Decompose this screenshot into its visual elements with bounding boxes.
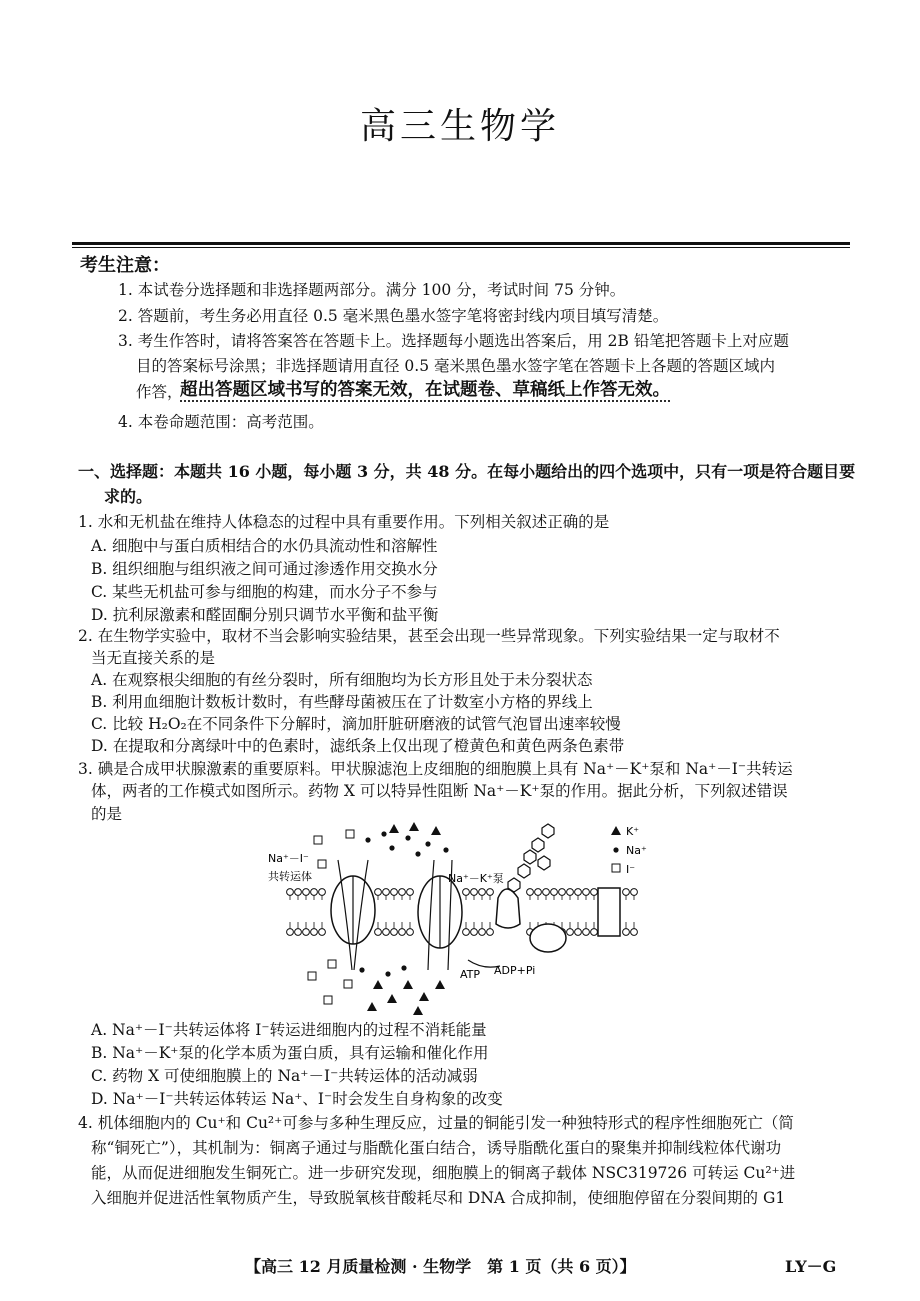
figure-legend — [611, 825, 647, 876]
label-adp: ADP+Pi — [494, 964, 536, 977]
lipid-head — [463, 889, 470, 896]
lipid-head — [591, 889, 598, 896]
lipid-head — [631, 889, 638, 896]
q3-stem-end: 的是 — [91, 805, 123, 823]
q4-line-4: 入细胞并促进活性氧物质产生，导致脱氧核苷酸耗尽和 DNA 合成抑制，使细胞停留在分裂间期的 G1 — [91, 1189, 786, 1207]
q1-option-b: B. 组织细胞与组织液之间可通过渗透作用交换水分 — [91, 560, 438, 578]
label-cotransporter: Na⁺－I⁻ — [268, 852, 309, 865]
peripheral-protein — [530, 924, 566, 952]
lipid-head — [551, 889, 558, 896]
lipid-head — [399, 929, 406, 936]
header-rule-thick — [72, 242, 850, 245]
channel-protein — [598, 888, 620, 936]
lipid-head — [527, 889, 534, 896]
lipid-head — [471, 929, 478, 936]
lipid-head — [383, 929, 390, 936]
lipid-head — [391, 889, 398, 896]
notice-item-1: 1. 本试卷分选择题和非选择题两部分。满分 100 分，考试时间 75 分钟。 — [118, 281, 626, 299]
section-heading: 一、选择题：本题共 16 小题，每小题 3 分，共 48 分。在每小题给出的四个选项中，只有一项是符合题目要 — [78, 462, 856, 481]
lipid-head — [567, 889, 574, 896]
lipid-head — [407, 929, 414, 936]
q3-option-d: D. Na⁺－I⁻共转运体转运 Na⁺、I⁻时会发生自身构象的改变 — [91, 1090, 503, 1108]
lipid-head — [319, 889, 326, 896]
lipid-head — [399, 889, 406, 896]
q4-line-2: 称“铜死亡”），其机制为：铜离子通过与脂酰化蛋白结合，诱导脂酰化蛋白的聚集并抑制线粒体代谢功 — [91, 1139, 782, 1157]
lipid-head — [559, 889, 566, 896]
q1-stem: 1. 水和无机盐在维持人体稳态的过程中具有重要作用。下列相关叙述正确的是 — [78, 513, 610, 531]
lipid-head — [303, 889, 310, 896]
q3-option-a: A. Na⁺－I⁻共转运体将 I⁻转运进细胞内的过程不消耗能量 — [91, 1021, 487, 1039]
notice-item-3-end: 作答， — [136, 383, 183, 401]
lipid-head — [471, 889, 478, 896]
glycoprotein — [496, 889, 520, 928]
page-footer: 【高三 12 月质量检测 · 生物学 第 1 页（共 6 页）】 — [245, 1257, 636, 1276]
lipid-head — [319, 929, 326, 936]
q3-stem-cont: 体，两者的工作模式如图所示。药物 X 可以特异性阻断 Na⁺－K⁺泵的作用。据此分析，下列叙述错误 — [91, 782, 788, 800]
notice-item-3-emphasis: 超出答题区域书写的答案无效，在试题卷、草稿纸上作答无效。 — [180, 380, 670, 400]
lipid-head — [375, 929, 382, 936]
lipid-head — [583, 929, 590, 936]
paper-code: LY－G — [785, 1257, 837, 1276]
lipid-head — [535, 889, 542, 896]
lipid-head — [487, 889, 494, 896]
lipid-head — [583, 889, 590, 896]
legend-i: I⁻ — [626, 863, 636, 876]
q3-option-b: B. Na⁺－K⁺泵的化学本质为蛋白质，具有运输和催化作用 — [91, 1044, 489, 1062]
q1-option-d: D. 抗利尿激素和醛固酮分别只调节水平衡和盐平衡 — [91, 606, 439, 624]
q2-stem-cont: 当无直接关系的是 — [91, 649, 216, 667]
lipid-head — [487, 929, 494, 936]
lipid-head — [295, 889, 302, 896]
q2-option-c: C. 比较 H₂O₂在不同条件下分解时，滴加肝脏研磨液的试管气泡冒出速率较慢 — [91, 715, 621, 733]
membrane-transport-figure — [268, 820, 668, 1020]
lipid-head — [479, 889, 486, 896]
notice-item-3-cont: 目的答案标号涂黑；非选择题请用直径 0.5 毫米黑色墨水签字笔在答题卡上各题的答题区域内 — [136, 357, 776, 375]
lipid-head — [623, 929, 630, 936]
ions-inside — [308, 960, 445, 1015]
q2-stem: 2. 在生物学实验中，取材不当会影响实验结果，甚至会出现一些异常现象。下列实验结果一定与取材不 — [78, 627, 780, 645]
q1-option-c: C. 某些无机盐可参与细胞的构建，而水分子不参与 — [91, 583, 438, 601]
sugar-chain — [508, 824, 554, 892]
label-cotransporter-2: 共转运体 — [268, 870, 312, 883]
lipid-head — [303, 929, 310, 936]
lipid-head — [383, 889, 390, 896]
section-heading-cont: 求的。 — [104, 487, 153, 506]
lipid-head — [295, 929, 302, 936]
header-rule-thin — [72, 247, 850, 248]
lipid-head — [391, 929, 398, 936]
page-title: 高三生物学 — [359, 106, 560, 147]
lipid-head — [311, 889, 318, 896]
label-atp: ATP — [460, 968, 481, 981]
lipid-head — [463, 929, 470, 936]
q4-line-3: 能，从而促进细胞发生铜死亡。进一步研究发现，细胞膜上的铜离子载体 NSC319726 可转运 Cu²⁺进 — [91, 1164, 796, 1182]
notice-item-4: 4. 本卷命题范围：高考范围。 — [118, 413, 324, 431]
lipid-head — [631, 929, 638, 936]
lipid-head — [623, 889, 630, 896]
lipid-head — [287, 889, 294, 896]
q2-option-a: A. 在观察根尖细胞的有丝分裂时，所有细胞均为长方形且处于未分裂状态 — [91, 671, 593, 689]
lipid-head — [479, 929, 486, 936]
lipid-head — [287, 929, 294, 936]
q4-line-1: 4. 机体细胞内的 Cu⁺和 Cu²⁺可参与多种生理反应，过量的铜能引发一种独特形式的程序性细胞死亡（简 — [78, 1114, 794, 1132]
lipid-head — [575, 889, 582, 896]
notice-item-2: 2. 答题前，考生务必用直径 0.5 毫米黑色墨水签字笔将密封线内项目填写清楚。 — [118, 307, 669, 325]
q2-option-d: D. 在提取和分离绿叶中的色素时，滤纸条上仅出现了橙黄色和黄色两条色素带 — [91, 737, 625, 755]
q3-stem: 3. 碘是合成甲状腺激素的重要原料。甲状腺滤泡上皮细胞的细胞膜上具有 Na⁺－K⁺泵和 Na⁺－I⁻共转运 — [78, 760, 793, 778]
notice-item-3: 3. 考生作答时，请将答案答在答题卡上。选择题每小题选出答案后，用 2B 铅笔把答题卡上对应题 — [118, 332, 789, 350]
lipid-head — [375, 889, 382, 896]
lipid-head — [567, 929, 574, 936]
legend-k: K⁺ — [626, 825, 640, 838]
q2-option-b: B. 利用血细胞计数板计数时，有些酵母菌被压在了计数室小方格的界线上 — [91, 693, 593, 711]
lipid-head — [407, 889, 414, 896]
legend-na: Na⁺ — [626, 844, 647, 857]
q1-option-a: A. 细胞中与蛋白质相结合的水仍具流动性和溶解性 — [91, 537, 438, 555]
lipid-head — [575, 929, 582, 936]
notice-heading: 考生注意： — [80, 255, 170, 276]
label-na-k-pump: Na⁺－K⁺泵 — [448, 872, 504, 885]
lipid-head — [543, 889, 550, 896]
lipid-head — [311, 929, 318, 936]
q3-option-c: C. 药物 X 可使细胞膜上的 Na⁺－I⁻共转运体的活动减弱 — [91, 1067, 478, 1085]
ions-outside — [314, 822, 449, 868]
lipid-head — [591, 929, 598, 936]
